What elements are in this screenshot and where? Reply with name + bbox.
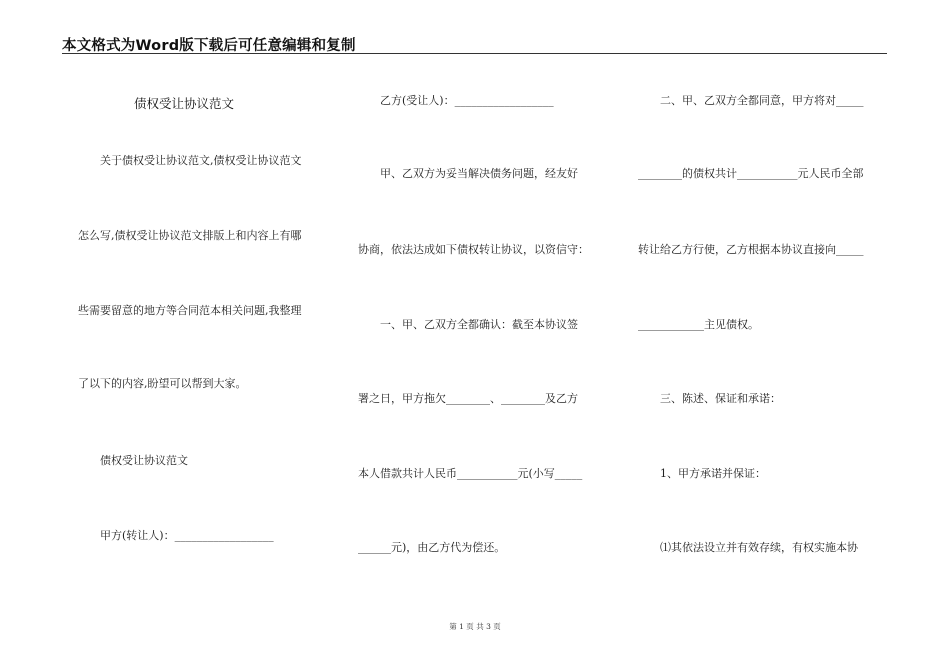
clause-line: ____________主见债权。	[638, 318, 759, 331]
text-column-3	[638, 0, 888, 672]
clause-line: 二、甲、乙双方全都同意，甲方将对_____	[638, 94, 864, 107]
party-a-line: 甲方(转让人)：__________________	[78, 529, 274, 542]
document-title: 债权受让协议范文	[134, 96, 235, 111]
clause-line: ______元)，由乙方代为偿还。	[358, 541, 506, 554]
paragraph-line: 了以下的内容,盼望可以帮到大家。	[78, 377, 247, 390]
section-heading: 三、陈述、保证和承诺：	[638, 392, 781, 405]
clause-line: ________的债权共计___________元人民币全部	[638, 167, 864, 180]
clause-line: 转让给乙方行使，乙方根据本协议直接向_____	[638, 243, 864, 256]
text-column-2	[358, 0, 608, 672]
paragraph-line: 怎么写,债权受让协议范文排版上和内容上有哪	[78, 229, 302, 242]
document-banner: 本文格式为Word版下载后可任意编辑和复制	[62, 38, 356, 54]
party-b-line: 乙方(受让人)：__________________	[358, 94, 554, 107]
page-number: 第 1 页 共 3 页	[449, 622, 501, 631]
text-column-1	[78, 0, 328, 672]
paragraph-line: 些需要留意的地方等合同范本相关问题,我整理	[78, 304, 302, 317]
clause-line: 本人借款共计人民币___________元(小写_____	[358, 467, 583, 480]
paragraph-line: 协商，依法达成如下债权转让协议，以资信守：	[358, 243, 589, 256]
clause-line: 署之日，甲方拖欠________、________及乙方	[358, 392, 578, 405]
clause-line: 一、甲、乙双方全都确认：截至本协议签	[358, 318, 578, 331]
paragraph-line: 甲、乙双方为妥当解决债务问题，经友好	[358, 167, 578, 180]
paragraph-line: 关于债权受让协议范文,债权受让协议范文	[78, 154, 302, 167]
clause-line: ⑴其依法设立并有效存续，有权实施本协	[638, 541, 858, 554]
clause-line: 1、甲方承诺并保证：	[638, 467, 766, 480]
section-heading: 债权受让协议范文	[78, 454, 188, 467]
